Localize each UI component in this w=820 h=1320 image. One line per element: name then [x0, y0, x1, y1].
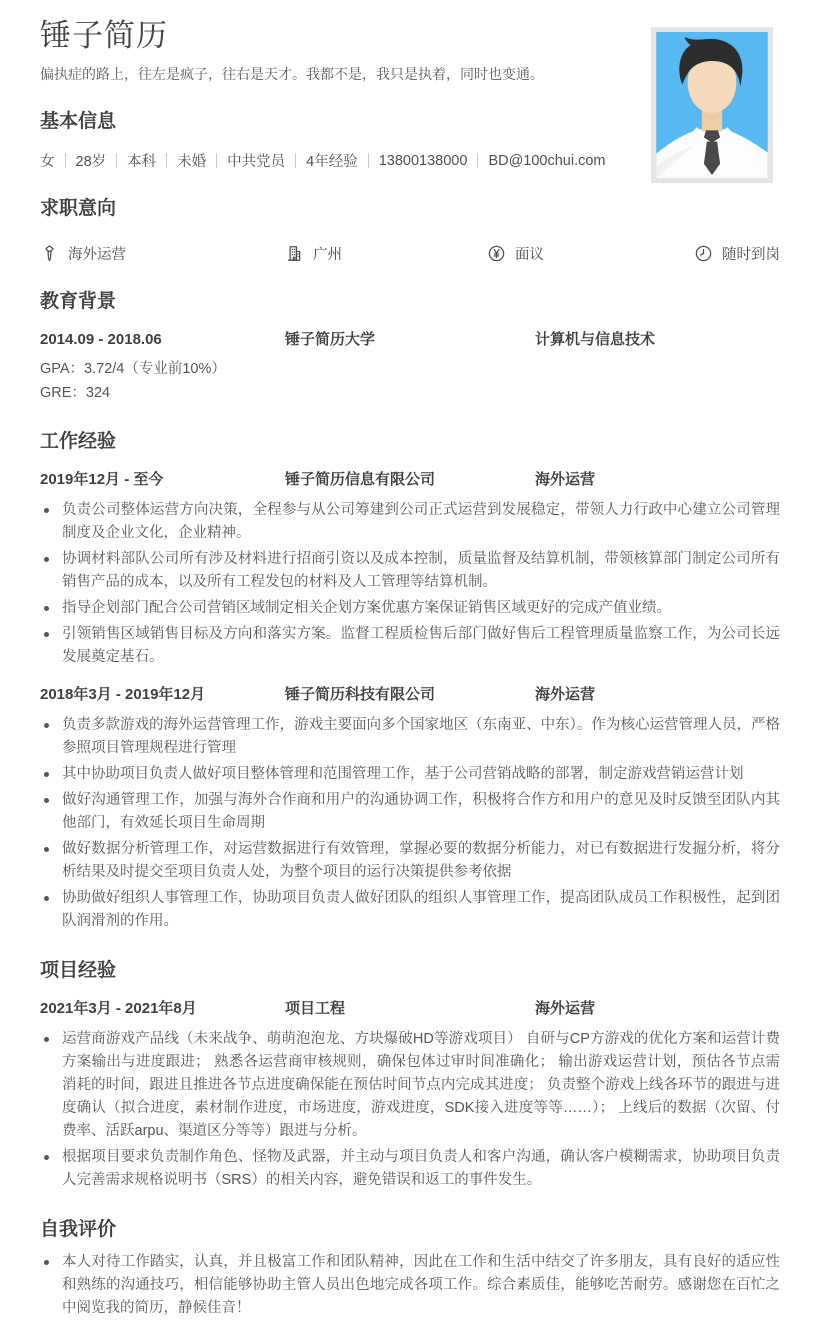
divider: [116, 153, 117, 168]
building-icon: [285, 244, 304, 263]
clock-icon: [694, 244, 713, 263]
tagline-text: 偏执症的路上，往左是疯子，往右是天才。我都不是，我只是执着，同时也变通。: [40, 66, 544, 82]
section-title-work: 工作经验: [40, 431, 117, 452]
bullet-item: 做好数据分析管理工作，对运营数据进行有效管理，掌握必要的数据分析能力，对已有数据进行发掘分析，将分析结果及时提交至项目负责人处，为整个项目的运行决策提供参考依据: [40, 838, 780, 884]
basic-info-phone: 13800138000: [378, 152, 468, 169]
intent-availability-label: 随时到岗: [722, 247, 780, 263]
project-name: 项目工程: [285, 1000, 346, 1017]
education-entry-head: [40, 330, 780, 350]
bullet-item: 负责公司整体运营方向决策，全程参与从公司筹建到公司正式运营到发展稳定，带领人力行政中心建立公司管理制度及企业文化，企业精神。: [40, 499, 780, 545]
education-gre: GRE：324: [40, 385, 111, 401]
divider: [368, 153, 369, 168]
intent-position-label: 海外运营: [68, 247, 126, 263]
work-entry-1-head: [40, 470, 780, 490]
section-title-basic-info: 基本信息: [40, 111, 117, 132]
work-1-role: 海外运营: [535, 471, 596, 488]
divider: [166, 153, 167, 168]
intent-availability: [694, 243, 780, 264]
avatar-illustration: [656, 32, 768, 178]
bullet-item: 根据项目要求负责制作角色、怪物及武器，并主动与项目负责人和客户沟通，确认客户模糊需求，协助项目负责人完善需求规格说明书（SRS）的相关内容，避免错误和返工的事件发生。: [40, 1146, 780, 1192]
education-major: 计算机与信息技术: [535, 331, 656, 348]
salary-icon: [487, 244, 506, 263]
basic-info-degree: 本科: [127, 154, 157, 170]
intent-city-label: 广州: [313, 247, 342, 263]
bullet-item: 指导企划部门配合公司营销区域制定相关企划方案优惠方案保证销售区域更好的完成产值业绩。: [40, 597, 780, 620]
divider: [477, 153, 478, 168]
intent-city: [285, 243, 487, 264]
work-entry-1: [40, 470, 780, 669]
basic-info-gender: 女: [40, 154, 55, 170]
basic-info-email: BD@100chui.com: [488, 152, 606, 169]
project-role: 海外运营: [535, 1000, 596, 1017]
education-gpa: GPA：3.72/4（专业前10%）: [40, 361, 226, 377]
divider: [65, 153, 66, 168]
project-entry-head: [40, 999, 780, 1019]
bullet-item: 协助做好组织人事管理工作，协助项目负责人做好团队的组织人事管理工作，提高团队成员工作积极性，起到团队润滑剂的作用。: [40, 887, 780, 933]
work-entry-1-bullets: [40, 499, 780, 669]
section-title-education: 教育背景: [40, 291, 117, 312]
basic-info-marital: 未婚: [177, 154, 207, 170]
project-entry-bullets: [40, 1028, 780, 1192]
work-2-org: 锤子简历科技有限公司: [285, 686, 436, 703]
work-2-role: 海外运营: [535, 686, 596, 703]
divider: [216, 153, 217, 168]
intent-salary-label: 面议: [515, 247, 544, 263]
section-title-job-intent: 求职意向: [40, 198, 117, 219]
tie-icon: [40, 244, 59, 263]
divider: [295, 153, 296, 168]
education-school: 锤子简历大学: [285, 331, 376, 348]
bullet-item: 协调材料部队公司所有涉及材料进行招商引资以及成本控制，质量监督及结算机制，带领核算部门制定公司所有销售产品的成本，以及所有工程发包的材料及人工管理等结算机制。: [40, 548, 780, 594]
bullet-item: 其中协助项目负责人做好项目整体管理和范围管理工作，基于公司营销战略的部署，制定游戏营销运营计划: [40, 763, 780, 786]
work-entry-2-head: [40, 685, 780, 705]
bullet-item: 运营商游戏产品线（未来战争、萌萌泡泡龙、方块爆破HD等游戏项目） 自研与CP方游戏的优化方案和运营计费方案输出与进度跟进； 熟悉各运营商审核规则，确保包体过审时间准确化； 输出游戏运营计划，预估各节点需消耗的时间，跟进且推进各节点进度确保能在预估时间节点内完成其进度； 负责整个游戏上线各环节的跟进与进度确认（拟合进度，素材制作进度，市场进度，游戏进度，SDK接入进度等等……）； 上线后的数据（次留、付费率、活跃arpu、渠道区分等等）跟进与分析。: [40, 1028, 780, 1143]
work-2-period: 2018年3月 - 2019年12月: [40, 686, 206, 703]
project-entry: [40, 999, 780, 1192]
work-entry-2-bullets: [40, 714, 780, 933]
basic-info-experience: 4年经验: [306, 154, 358, 170]
section-title-project: 项目经验: [40, 960, 117, 981]
work-1-period: 2019年12月 - 至今: [40, 471, 164, 488]
section-title-self-eval: 自我评价: [40, 1219, 117, 1240]
bullet-item: 本人对待工作踏实，认真，并且极富工作和团队精神，因此在工作和生活中结交了许多朋友，具有良好的适应性和熟练的沟通技巧，相信能够协助主管人员出色地完成各项工作。综合素质佳，能够吃苦耐劳。感谢您在百忙之中阅览我的简历，静候佳音！: [40, 1251, 780, 1320]
self-eval-bullets: [40, 1251, 780, 1320]
project-period: 2021年3月 - 2021年8月: [40, 1000, 197, 1017]
page-title: 锤子简历: [40, 18, 168, 53]
profile-photo: [651, 27, 773, 183]
education-period: 2014.09 - 2018.06: [40, 331, 162, 348]
job-intent-row: [40, 243, 780, 264]
intent-salary: [487, 243, 694, 264]
basic-info-age: 28岁: [75, 154, 107, 170]
education-entry: [40, 330, 780, 404]
intent-position: [40, 243, 285, 264]
bullet-item: 负责多款游戏的海外运营管理工作，游戏主要面向多个国家地区（东南亚、中东）。作为核心运营管理人员，严格参照项目管理规程进行管理: [40, 714, 780, 760]
work-entry-2: [40, 685, 780, 933]
work-1-org: 锤子简历信息有限公司: [285, 471, 436, 488]
basic-info-political: 中共党员: [227, 154, 286, 170]
bullet-item: 做好沟通管理工作，加强与海外合作商和用户的沟通协调工作，积极将合作方和用户的意见及时反馈至团队内其他部门，有效延长项目生命周期: [40, 789, 780, 835]
bullet-item: 引领销售区域销售目标及方向和落实方案。监督工程质检售后部门做好售后工程管理质量监察工作，为公司长远发展奠定基石。: [40, 623, 780, 669]
